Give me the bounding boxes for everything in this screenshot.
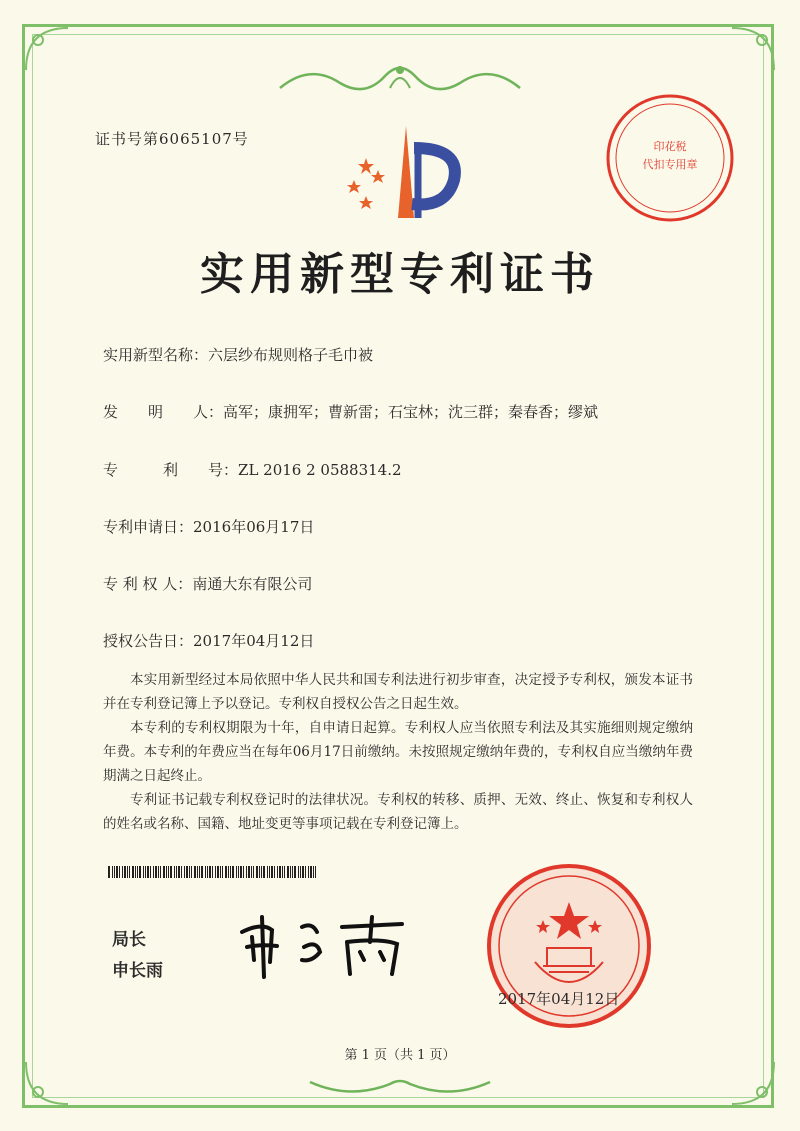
certificate-title: 实用新型专利证书: [200, 249, 600, 300]
signatory-name: 申长雨: [112, 961, 163, 981]
svg-text:代扣专用章: 代扣专用章: [642, 158, 698, 171]
corner-ornament-icon: [24, 1060, 70, 1106]
field-label: 专 利 权 人：: [103, 575, 193, 593]
barcode-icon: [108, 866, 318, 878]
field-label: 专 利 号：: [103, 461, 239, 479]
field-label: 发 明 人：: [103, 403, 224, 421]
certificate-body: [103, 668, 693, 836]
field-grant-date: [103, 630, 314, 651]
field-value: 南通大东有限公司: [192, 575, 313, 593]
svg-text:印花税: 印花税: [653, 140, 687, 153]
body-paragraph: 专利证书记载专利权登记时的法律状况。专利权的转移、质押、无效、终止、恢复和专利权人的姓名或名称、国籍、地址变更等事项记载在专利登记簿上。: [103, 792, 693, 832]
field-value: 六层纱布规则格子毛巾被: [208, 346, 374, 364]
seal-date: 2017年04月12日: [498, 990, 620, 1008]
top-flourish-icon: [270, 58, 530, 98]
field-value: 2017年04月12日: [193, 632, 315, 650]
field-label: 专利申请日：: [103, 518, 194, 536]
field-label: 授权公告日：: [103, 632, 194, 650]
field-patentee: [103, 573, 312, 594]
handwritten-signature-icon: [232, 902, 412, 982]
cnipa-logo-icon: [336, 118, 466, 228]
body-paragraph: 本实用新型经过本局依照中华人民共和国专利法进行初步审查，决定授予专利权，颁发本证书并在专利登记簿上予以登记。专利权自授权公告之日起生效。: [103, 672, 693, 712]
signatory-title: 局长: [112, 930, 146, 950]
field-value: 2016年06月17日: [193, 518, 315, 536]
field-utility-model-name: [103, 344, 373, 365]
tax-stamp-icon: [600, 88, 740, 228]
field-inventors: [103, 401, 598, 422]
corner-ornament-icon: [730, 26, 776, 72]
certificate-number: 证书号第6065107号: [95, 130, 249, 148]
page-number: 第 1 页（共 1 页）: [344, 1048, 456, 1063]
bottom-flourish-icon: [300, 1072, 500, 1102]
field-patent-number: [103, 459, 402, 480]
corner-ornament-icon: [24, 26, 70, 72]
field-application-date: [103, 516, 314, 537]
field-value: 高军；康拥军；曹新雷；石宝林；沈三群；秦春香；缪斌: [223, 403, 599, 421]
field-label: 实用新型名称：: [103, 346, 209, 364]
corner-ornament-icon: [730, 1060, 776, 1106]
field-value: ZL 2016 2 0588314.2: [238, 461, 402, 479]
body-paragraph: 本专利的专利权期限为十年，自申请日起算。专利权人应当依照专利法及其实施细则规定缴纳年费。本专利的年费应当在每年06月17日前缴纳。未按照规定缴纳年费的，专利权自应当缴纳年费期满之日起终止。: [103, 720, 693, 784]
